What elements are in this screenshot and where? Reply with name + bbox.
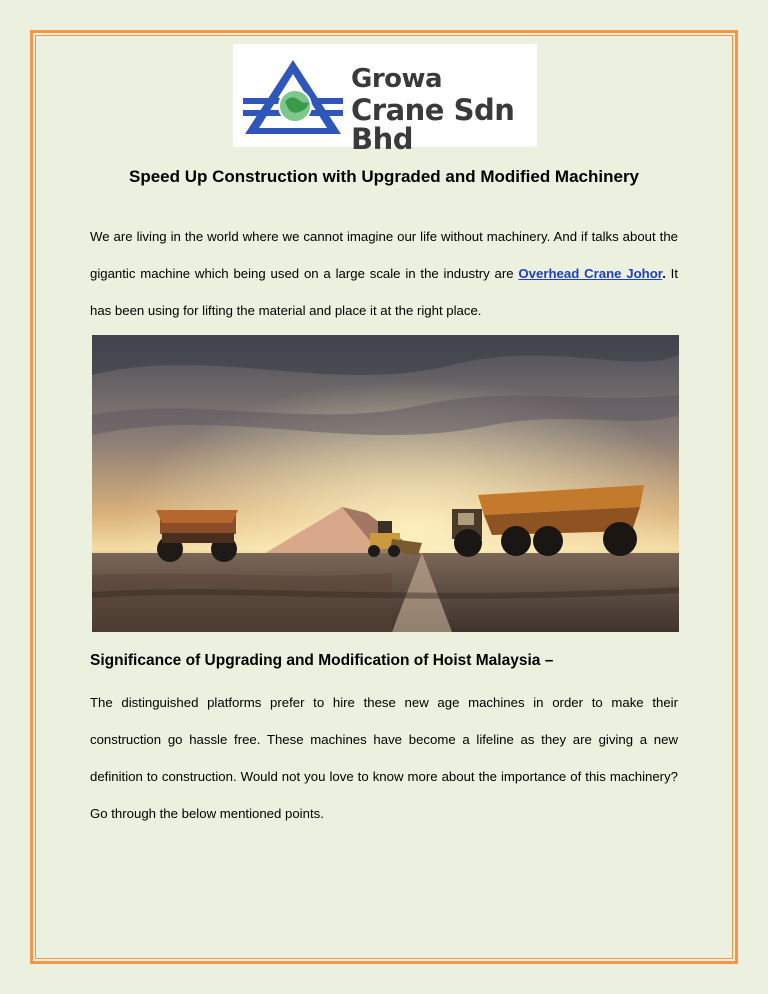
company-logo: [233, 44, 537, 156]
logo-text-line2: Crane Sdn Bhd: [351, 93, 515, 156]
page-title: Speed Up Construction with Upgraded and Modified Machinery: [128, 167, 640, 186]
construction-photo: [92, 335, 679, 632]
overhead-crane-johor-link[interactable]: Overhead Crane Johor: [518, 266, 663, 281]
intro-link-suffix: .: [662, 266, 666, 281]
intro-paragraph: [90, 218, 678, 329]
section-paragraph: The distinguished platforms prefer to hire these new age machines in order to make their construction go hassle free. These machines have become a lifeline as they are giving a new definition to construction. Would not you love to know more about the importance of this machinery? Go through the below mentioned points.: [90, 695, 678, 821]
intro-text-before: We are living in the world where we cannot imagine our life without machinery. And if talks about the gigantic machine which being used on a large scale in the industry are: [90, 229, 678, 281]
triangle-logo-icon: [243, 58, 343, 136]
intro-text-after: It has been using for lifting the material and place it at the right place.: [90, 266, 679, 318]
logo-text-line1: Growa: [351, 64, 443, 94]
section-heading: Significance of Upgrading and Modification of Hoist Malaysia –: [90, 652, 554, 669]
